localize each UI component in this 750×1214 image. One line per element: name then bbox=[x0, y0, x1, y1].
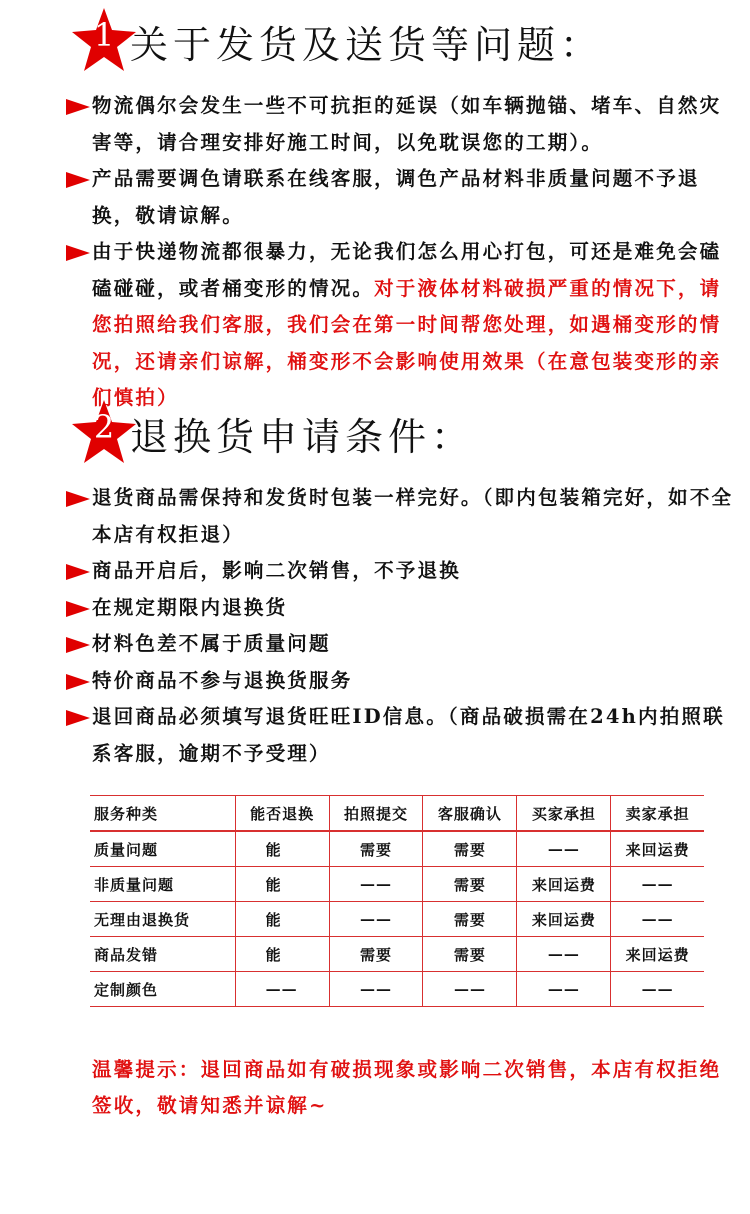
arrow-icon bbox=[66, 491, 90, 507]
table-cell: 能 bbox=[235, 867, 329, 902]
table-cell: 需要 bbox=[329, 831, 423, 867]
table-cell: 能 bbox=[235, 831, 329, 867]
table-cell: 需要 bbox=[423, 937, 517, 972]
bullet-deadline bbox=[64, 590, 734, 627]
table-header: 卖家承担 bbox=[611, 796, 704, 832]
table-row bbox=[90, 902, 704, 937]
bullet-text: 退回商品必须填写退货旺旺ID信息。（商品破损需在24h内拍照联系客服，逾期不予受理） bbox=[92, 705, 725, 765]
bullet-text: 退货商品需保持和发货时包装一样完好。（即内包装箱完好，如不全本店有权拒退） bbox=[92, 486, 734, 546]
table-header: 拍照提交 bbox=[329, 796, 423, 832]
table-cell: 来回运费 bbox=[611, 831, 704, 867]
section-1-title: 关于发货及送货等问题： bbox=[130, 23, 604, 67]
table-cell: —— bbox=[611, 902, 704, 937]
arrow-icon bbox=[66, 99, 90, 115]
table-cell: 能 bbox=[235, 902, 329, 937]
table-cell: 无理由退换货 bbox=[90, 902, 235, 937]
table-cell: 非质量问题 bbox=[90, 867, 235, 902]
table-cell: —— bbox=[329, 972, 423, 1007]
bullet-text: 商品开启后，影响二次销售，不予退换 bbox=[92, 559, 461, 582]
table-cell: 需要 bbox=[423, 831, 517, 867]
arrow-icon bbox=[66, 637, 90, 653]
section-2-number: 2 bbox=[93, 408, 115, 446]
section-2-title: 退换货申请条件： bbox=[130, 415, 475, 459]
bullet-delay bbox=[64, 88, 734, 161]
arrow-icon bbox=[66, 245, 90, 261]
table-cell: —— bbox=[611, 867, 704, 902]
arrow-icon bbox=[66, 172, 90, 188]
bullet-damage bbox=[64, 234, 734, 417]
bullet-packaging bbox=[64, 480, 734, 553]
section-2-heading bbox=[70, 398, 730, 478]
bullet-text: 在规定期限内退换货 bbox=[92, 595, 288, 619]
table-header: 客服确认 bbox=[423, 796, 517, 832]
bullet-opened bbox=[64, 553, 734, 590]
table-row bbox=[90, 937, 704, 972]
table-cell: 来回运费 bbox=[611, 937, 704, 972]
table-cell: 质量问题 bbox=[90, 831, 235, 867]
table-cell: 定制颜色 bbox=[90, 972, 235, 1007]
bullet-text: 产品需要调色请联系在线客服，调色产品材料非质量问题不予退换，敬请谅解。 bbox=[92, 167, 700, 227]
table-cell: —— bbox=[329, 867, 423, 902]
bullet-wangwang-id bbox=[64, 699, 734, 772]
table-row bbox=[90, 972, 704, 1007]
arrow-icon bbox=[66, 710, 90, 726]
bullet-text: 特价商品不参与退换货服务 bbox=[92, 668, 353, 692]
table-cell: —— bbox=[423, 972, 517, 1007]
table-cell: —— bbox=[517, 937, 611, 972]
bullet-color-mixing bbox=[64, 161, 734, 234]
bullet-special-offer bbox=[64, 663, 734, 700]
table-row bbox=[90, 867, 704, 902]
bullet-text: 由于快递物流都很暴力，无论我们怎么用心打包，可还是难免会磕磕碰碰，或者桶变形的情况。 bbox=[92, 240, 722, 300]
table-cell: 来回运费 bbox=[517, 867, 611, 902]
table-row bbox=[90, 831, 704, 867]
return-service-table bbox=[90, 795, 704, 1007]
table-cell: 需要 bbox=[423, 867, 517, 902]
table-cell: —— bbox=[329, 902, 423, 937]
warm-tip: 温馨提示：退回商品如有破损现象或影响二次销售，本店有权拒绝签收，敬请知悉并谅解~ bbox=[92, 1058, 722, 1117]
bullet-color-difference bbox=[64, 626, 734, 663]
table-cell: 能 bbox=[235, 937, 329, 972]
section-1-bullets bbox=[64, 88, 734, 417]
section-2-bullets bbox=[64, 480, 734, 772]
table-header: 能否退换 bbox=[235, 796, 329, 832]
bullet-red-text: 对于液体材料破损严重的情况下，请您拍照给我们客服，我们会在第一时间帮您处理，如遇桶变形的情况，还请亲们谅解，桶变形不会影响使用效果（在意包装变形的亲们慎拍） bbox=[92, 276, 722, 409]
table-cell: 需要 bbox=[423, 902, 517, 937]
table-cell: 需要 bbox=[329, 937, 423, 972]
arrow-icon bbox=[66, 674, 90, 690]
bullet-text: 材料色差不属于质量问题 bbox=[92, 632, 331, 655]
arrow-icon bbox=[66, 601, 90, 617]
table-cell: 来回运费 bbox=[517, 902, 611, 937]
bullet-text: 物流偶尔会发生一些不可抗拒的延误（如车辆抛锚、堵车、自然灾害等，请合理安排好施工时间，以免耽误您的工期）。 bbox=[92, 94, 722, 154]
table-header: 服务种类 bbox=[90, 796, 235, 832]
table-cell: —— bbox=[611, 972, 704, 1007]
table-cell: —— bbox=[517, 831, 611, 867]
table-cell: —— bbox=[235, 972, 329, 1007]
table-cell: —— bbox=[517, 972, 611, 1007]
section-1-heading bbox=[70, 6, 730, 86]
table-cell: 商品发错 bbox=[90, 937, 235, 972]
arrow-icon bbox=[66, 564, 90, 580]
section-1-number: 1 bbox=[93, 16, 115, 54]
table-header-row bbox=[90, 796, 704, 832]
table-header: 买家承担 bbox=[517, 796, 611, 832]
